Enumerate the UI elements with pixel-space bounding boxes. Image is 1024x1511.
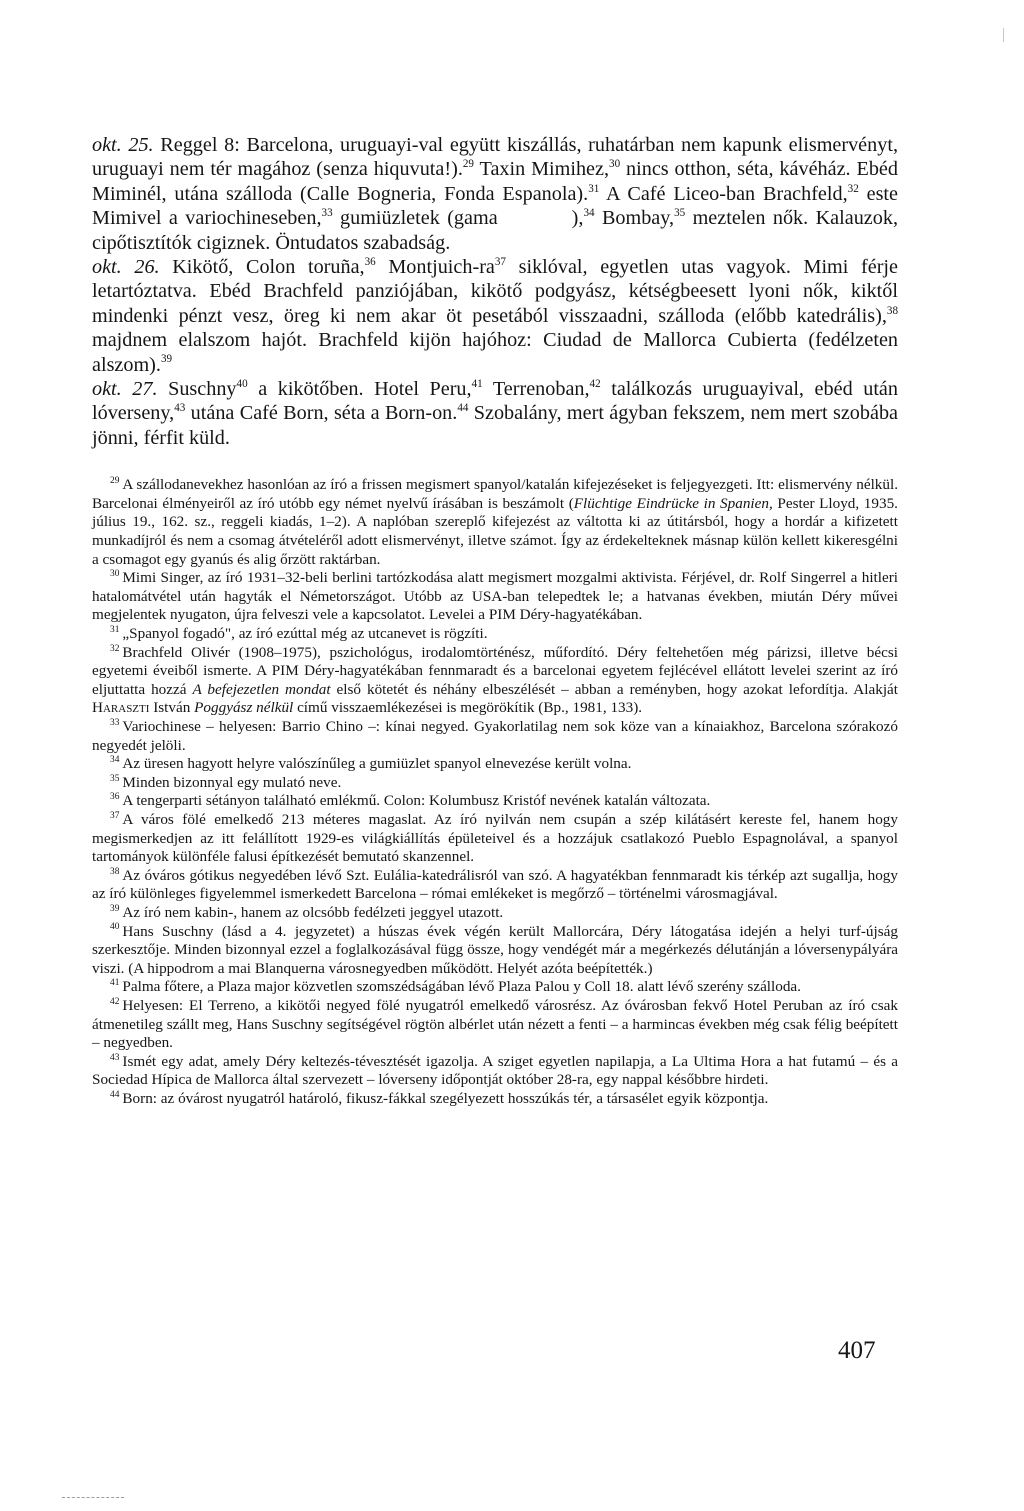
footnote-number: 32 [110,643,120,654]
page-content [92,133,898,1108]
footnote-31: $^{31}$ „Spanyol fogadó", az író ezúttal még az utcanevet is rögzíti. [110,624,488,643]
footnote-number: 40 [110,922,120,933]
footnote-44: $^{44}$ Born: az óvárost nyugatról határoló, fikusz-fákkal szegélyezett hosszúkás tér, a társasélet egyik központja. [110,1089,769,1107]
footnote-number: 29 [110,476,120,487]
footnote-ref[interactable]: 40 [236,377,248,390]
entry-date: okt. 26. [92,256,160,279]
footnote-number: 36 [110,792,120,803]
footnotes [92,476,898,1108]
footnote-ref[interactable]: 34 [583,206,595,219]
footnote-ref[interactable]: 31 [588,182,600,195]
footnote-number: 44 [110,1089,120,1100]
scan-mark [1003,28,1004,42]
footnote-35: $^{35}$ Minden bizonnyal egy mulató neve. [110,773,342,791]
diary-text [92,133,898,450]
footnote-29: $^{29}$ A szállodanevekhez hasonlóan az író a frissen megismert spanyol/katalán kifejezéseket is feljegyezgeti. Itt: elismervény nélkül. Barcelonai élményeiről az író utóbb egy német nyelvű írásában is beszámolt (Flüchtige Eindrücke in Spanien, Pester Lloyd, 1935. július 19., 162. sz., reggeli kiadás, 1–2). A naplóban szereplő kifejezést az váltotta ki az útitársból, hogy a hordár a kifizetett munkadíjról és nem a csomag átvételéről adott elismervényt, illetve számot. Így az érdekelteknek másnap külön kellett kikeresgélni a csomagot egy gyanús és alig őrzött raktárban. [92,476,898,568]
footnote-number: 43 [110,1052,120,1063]
footnote-ref[interactable]: 43 [174,402,186,415]
entry-date: okt. 25. [92,134,154,156]
footnote-ref[interactable]: 38 [886,304,898,317]
page-number: 407 [838,1337,876,1364]
footnote-36: $^{36}$ A tengerparti sétányon található emlékmű. Colon: Kolumbusz Kristóf nevének katalán változata. [110,792,711,810]
diary-entry-oct-25: okt. 25. Reggel 8: Barcelona, uruguayi-val együtt kiszállás, ruhatárban nem kapunk elismervényt, uruguayi nem tér magához (senza hiquvuta!).$^{29}$ Taxin Mimihez,$^{30}$ nincs otthon, séta, kávéház. Ebéd Miminél, utána szálloda (Calle Bogneria, Fonda Espanola).$^{31}$ A Café Liceo-ban Brachfeld,$^{32}$ este Mimivel a variochineseben,$^{33}$ gumiüzletek (gama ),$^{34}$ Bombay,$^{35}$ meztelen nők. Kalauzok, cipőtisztítók cigiznek. Öntudatos szabadság. [92,134,898,254]
footnote-43: $^{43}$ Ismét egy adat, amely Déry keltezés-tévesztését igazolja. A sziget egyetlen napilapja, a La Ultima Hora a hat futamú – és a Sociedad Hípica de Mallorca által szervezett – lóverseny időpontját október 28-ra, egy nappal későbbre hirdeti. [92,1052,898,1089]
footnote-number: 30 [110,569,120,580]
footnote-number: 34 [110,755,120,766]
footnote-42: $^{42}$ Helyesen: El Terreno, a kikötői negyed fölé nyugatról emelkedő városrész. Az óvárosban fekvő Hotel Peruban az író csak átmenetileg szállt meg, Hans Suschny segítségével rögtön albérlet után nézett a fenti – a harmincas években még csak félig beépített – negyedben. [92,996,898,1052]
footnote-ref[interactable]: 36 [364,255,376,268]
footnote-number: 35 [110,773,120,784]
footnote-ref[interactable]: 41 [471,377,483,390]
footnote-ref[interactable]: 32 [847,182,859,195]
footnote-number: 39 [110,903,120,914]
footnote-41: $^{41}$ Palma főtere, a Plaza major közvetlen szomszédságában lévő Plaza Palou y Coll 18. alatt lévő szerény szálloda. [110,978,801,996]
footnote-number: 33 [110,717,120,728]
footnote-ref[interactable]: 44 [457,402,469,415]
footnote-34: $^{34}$ Az üresen hagyott helyre valószínűleg a gumiüzlet spanyol elnevezése került volna. [110,755,632,773]
footnote-ref[interactable]: 37 [494,255,506,268]
footnote-ref[interactable]: 39 [160,353,173,366]
footnote-38: $^{38}$ Az óváros gótikus negyedében lévő Szt. Eulália-katedrálisról van szó. A hagyatékban fennmaradt kis térkép azt sugallja, hogy az író különleges figyelemmel ismerkedett Barcelona – római emlékeket is megőrző – történelmi városmagjával. [92,866,898,903]
footnote-number: 37 [110,810,120,821]
footnote-40: $^{40}$ Hans Suschny (lásd a 4. jegyzetet) a húszas évek végén került Mallorcára, Déry látogatása idején a helyi turf-újság szerkesztője. Minden bizonnyal ezzel a foglalkozásával függ össze, hogy vendégét már a megérkezés délutánján a lóversenypályára viszi. (A hippodrom a mai Blanquerna városnegyedben működött. Helyét azóta beépítették.) [92,922,898,977]
footnote-39: $^{39}$ Az író nem kabin-, hanem az olcsóbb fedélzeti jeggyel utazott. [110,903,504,921]
footnote-number: 38 [110,866,120,877]
diary-entry-oct-27: okt. 27. Suschny$^{40}$ a kikötőben. Hotel Peru,$^{41}$ Terrenoban,$^{42}$ találkozás uruguayival, ebéd után lóverseny,$^{43}$ utána Café Born, séta a Born-on.$^{44}$ Szobalány, mert ágyban fekszem, nem mert szobába jönni, férfit küld. [92,377,898,449]
footnote-number: 42 [110,996,120,1007]
footnote-37: $^{37}$ A város fölé emelkedő 213 méteres magaslat. Az író nyilván nem csupán a szép kilátásért kereste fel, hanem hogy megismerkedjen az itt felállított 1929-es világkiállítás épületeivel és a hozzájuk csatlakozó Pueblo Espagnolával, a spanyol tartományok különféle falusi építkezését bemutató skanzennel. [92,810,898,866]
footnote-ref[interactable]: 29 [462,158,474,171]
footnote-ref[interactable]: 42 [589,377,601,390]
entry-date: okt. 27. [92,378,158,401]
footnote-33: $^{33}$ Variochinese – helyesen: Barrio Chino –: kínai negyed. Gyakorlatilag nem sok köze van a kínaiakhoz, Barcelona szórakozó negyedét jelöli. [92,717,898,754]
scan-edge-rule [62,1497,124,1498]
diary-entry-oct-26: okt. 26. Kikötő, Colon toruña,$^{36}$ Montjuich-$ra^{37}$ siklóval, egyetlen utas vagyok. Mimi férje letartóztatva. Ebéd Brachfeld panziójában, kikötő podgyász, kétségbeesett lyoni nők, kiktől mindenki pénzt vesz, öreg ki nem akar öt pesetából visszaadni, szálloda (előbb katedrális),$^{38}$ majdnem elalszom hajót. Brachfeld kijön hajóhoz: Ciudad de Mallorca Cubierta (fedélzeten alszom).$^{39}$ [92,255,898,376]
footnote-ref[interactable]: 33 [321,206,333,219]
footnote-ref[interactable]: 30 [609,158,621,171]
footnote-number: 41 [110,978,120,989]
footnote-30: $^{30}$ Mimi Singer, az író 1931–32-beli berlini tartózkodása alatt megismert mozgalmi aktivista. Férjével, dr. Rolf Singerrel a hitleri hatalomátvétel után hagyták el Németországot. Utóbb az USA-ban telepedtek le; a hatvanas években, miután Déry művei megjelentek nyugaton, újra felveszi vele a kapcsolatot. Levelei a PIM Déry-hagyatékában. [92,569,898,624]
footnote-32: $^{32}$ Brachfeld Olivér (1908–1975), pszichológus, irodalomtörténész, műfordító. Déry feltehetően még párizsi, illetve bécsi egyetemi éveiből ismerte. A PIM Déry-hagyatékában fennmaradt és a barcelonai egyetem fejlécével ellátott levelei szerint az író eljuttatta hozzá A befejezetlen mondat első kötetét és néhány elbeszélését – abban a reményben, hogy azokat lefordítja. Alakját Haraszti István Poggyász nélkül című visszaemlékezései is megörökítik (Bp., 1981, 133). [92,643,898,717]
footnote-number: 31 [110,624,120,635]
footnote-ref[interactable]: 35 [674,206,686,219]
